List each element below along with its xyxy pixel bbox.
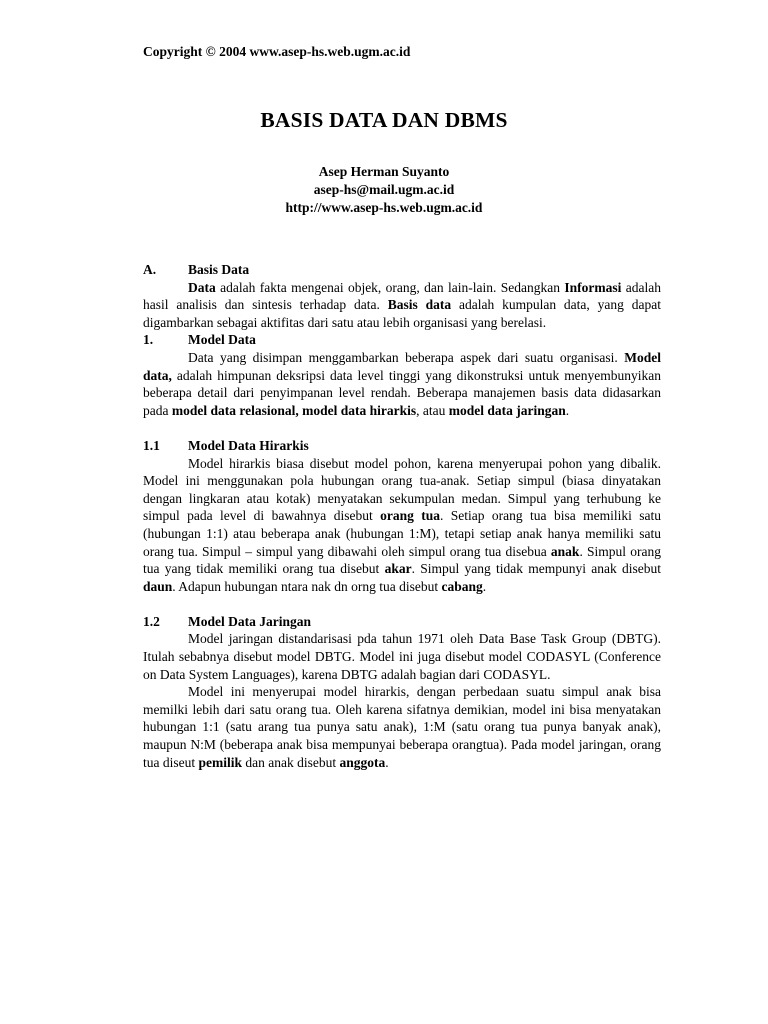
section-number: 1. bbox=[143, 332, 154, 348]
text-run: dan anak disebut bbox=[242, 754, 340, 770]
text-run: . Adapun hubungan ntara nak dn orng tua disebut bbox=[172, 578, 442, 594]
section-number: 1.2 bbox=[143, 613, 160, 629]
term-cabang: cabang bbox=[441, 578, 483, 594]
document-title: BASIS DATA DAN DBMS bbox=[260, 108, 508, 132]
section-heading-1-1 bbox=[143, 437, 661, 455]
term-anggota: anggota bbox=[339, 754, 386, 770]
term-data: Data bbox=[188, 279, 216, 295]
author-url: http://www.asep-hs.web.ugm.ac.id bbox=[285, 200, 483, 215]
paragraph-model-jaringan-2 bbox=[143, 683, 661, 771]
section-heading-1-2 bbox=[143, 613, 661, 631]
section-title: Basis Data bbox=[188, 262, 250, 277]
document-body bbox=[143, 261, 661, 771]
term-model-data: Model data, bbox=[143, 349, 661, 383]
text-run: . Simpul yang tidak mempunyi anak disebut bbox=[411, 561, 661, 577]
term-orang-tua: orang tua bbox=[380, 508, 440, 524]
spacer bbox=[143, 419, 661, 437]
author-block bbox=[0, 163, 768, 217]
author-name: Asep Herman Suyanto bbox=[318, 164, 450, 179]
text-run: . Setiap orang tua bisa memiliki satu (hubungan 1:1) atau beberapa anak (hubungan 1:M), tetapi setiap anak hanya memiliki satu orang tua. Simpul – simpul yang dibawahi oleh simpul orang tua disebua bbox=[143, 508, 661, 559]
section-title: Model Data Hirarkis bbox=[188, 437, 309, 453]
text-run: adalah hasil analisis dan sintesis terhadap data. bbox=[143, 279, 661, 313]
term-anak: anak bbox=[550, 543, 580, 559]
text-run: adalah fakta mengenai objek, orang, dan lain-lain. Sedangkan bbox=[215, 279, 565, 295]
term-pemilik: pemilik bbox=[198, 754, 243, 770]
section-title: Model Data Jaringan bbox=[188, 613, 311, 629]
text-run: , atau bbox=[416, 402, 449, 418]
term-basis-data: Basis data bbox=[387, 297, 452, 313]
term-akar: akar bbox=[384, 561, 412, 577]
section-heading-1 bbox=[143, 331, 661, 349]
paragraph-model-data bbox=[143, 349, 661, 419]
copyright-line: Copyright © 2004 www.asep-hs.web.ugm.ac.id bbox=[143, 44, 411, 59]
text-run: Model ini menyerupai model hirarkis, dengan perbedaan suatu simpul anak bisa memilki lebih dari satu orang tua. Oleh karena sifatnya demikian, model ini bisa menyatakan hubungan 1:1 (satu arang tua punya satu anak), 1:M (satu orang tua punya banyak anak), maupun N:M (beberapa anak bisa mempunyai beberapa orangtua). Pada model jaringan, orang tua diseut bbox=[143, 684, 661, 770]
text-run: . bbox=[385, 754, 389, 770]
term-model-jaringan: model data jaringan bbox=[448, 402, 566, 418]
author-email: asep-hs@mail.ugm.ac.id bbox=[313, 182, 455, 197]
section-title: Model Data bbox=[188, 332, 256, 348]
text-run: Data yang disimpan menggambarkan beberapa aspek dari suatu organisasi. bbox=[188, 349, 625, 365]
paragraph-basis-data bbox=[143, 279, 661, 332]
term-daun: daun bbox=[143, 578, 173, 594]
spacer bbox=[143, 595, 661, 613]
term-model-relasional-hirarkis: model data relasional, model data hirarkis bbox=[171, 402, 417, 418]
text-run: Model hirarkis biasa disebut model pohon, karena menyerupai pohon yang dibalik. Model ini menggunakan pola hubungan orang tua-anak. Setiap simpul (biasa dinyatakan dengan lingkaran atau kotak) menyatakan sekumpulan medan. Simpul yang terhubung ke simpul pada level di bawahnya disebut bbox=[143, 455, 661, 524]
text-run: adalah himpunan deksripsi data level tinggi yang dikonstruksi untuk menyembunyikan beberapa detail dari penyimpanan level rendah. Beberapa manajemen basis data didasarkan pada bbox=[143, 367, 661, 418]
term-informasi: Informasi bbox=[564, 279, 622, 295]
text-run: adalah kumpulan data, yang dapat digambarkan sebagai aktifitas dari satu atau lebih organisasi yang berelasi. bbox=[143, 297, 661, 330]
text-run: . bbox=[565, 402, 570, 418]
section-number: 1.1 bbox=[143, 437, 160, 453]
section-number: A. bbox=[143, 262, 157, 277]
paragraph-model-hirarkis bbox=[143, 455, 661, 596]
text-run: . Simpul orang tua yang tidak memiliki orang tua disebut bbox=[143, 543, 661, 577]
paragraph-model-jaringan-1: Model jaringan distandarisasi pda tahun 1971 oleh Data Base Task Group (DBTG). Itulah sebabnya disebut model DBTG. Model ini juga disebut model CODASYL (Conference on Data System Languages), karena DBTG adalah bagian dari CODASYL. bbox=[143, 631, 661, 682]
text-run: . bbox=[482, 578, 487, 594]
section-heading-a bbox=[143, 261, 661, 279]
